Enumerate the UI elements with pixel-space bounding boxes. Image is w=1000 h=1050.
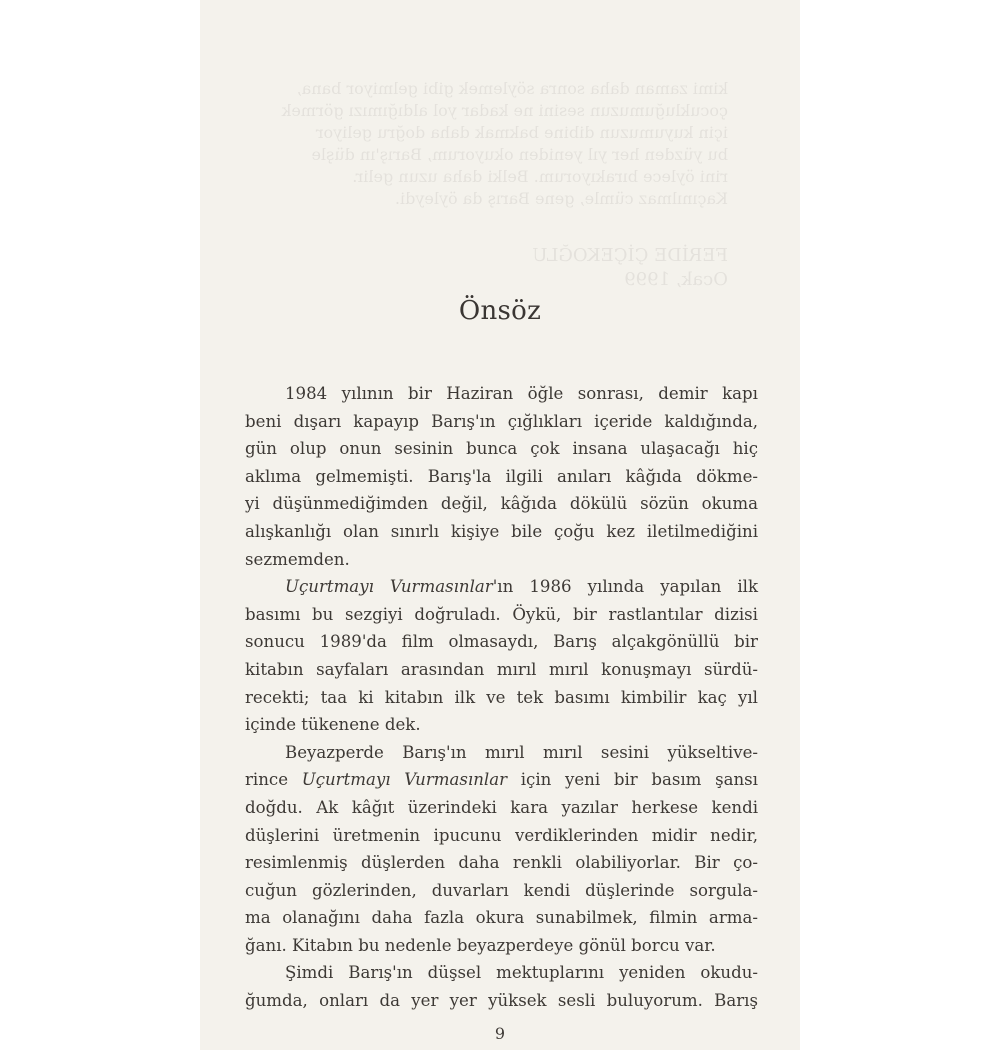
text-run: sezmemden. [245, 549, 350, 569]
text-run: 'ın 1986 yılında yapılan ilk [492, 577, 758, 597]
show-through-line: için kuyumuzun dibine bakmak daha doğru geliyor [315, 123, 728, 142]
text-run: için yeni bir basım şansı [507, 770, 758, 790]
text-run: Şimdi Barış'ın düşsel mektuplarını yeniden okudu- [285, 963, 758, 983]
text-run: beni dışarı kapayıp Barış'ın çığlıkları içeride kaldığında, [245, 411, 758, 431]
text-line [245, 490, 758, 518]
text-line [245, 518, 758, 546]
page-number: 9 [494, 1024, 506, 1043]
text-line [245, 711, 758, 739]
text-run: basımı bu sezgiyi doğruladı. Öykü, bir rastlantılar dizisi [245, 604, 758, 624]
text-run: sonucu 1989'da film olmasaydı, Barış alçakgönüllü bir [245, 632, 758, 652]
text-run: ğanı. Kitabın bu nedenle beyazperdeye gönül borcu var. [245, 935, 716, 955]
text-line [245, 463, 758, 491]
text-line [245, 932, 758, 960]
show-through-line: Kaçınılmaz cümle, gene Barış da öyleydi. [394, 189, 728, 208]
text-line [245, 739, 758, 767]
text-line [245, 684, 758, 712]
show-through-line: bu yüzden her yıl yeniden okuyorum, Barış'ın düşle [311, 145, 728, 164]
book-title-italic: Uçurtmayı Vurmasınlar [285, 577, 493, 597]
text-line [245, 959, 758, 987]
reverse-page-show-through [238, 78, 728, 292]
text-line [245, 794, 758, 822]
text-run: ğumda, onları da yer yer yüksek sesli buluyorum. Barış [245, 991, 758, 1011]
text-run: kitabın sayfaları arasından mırıl mırıl konuşmayı sürdü- [245, 659, 758, 679]
text-run: alışkanlığı olan sınırlı kişiye bile çoğu kez iletilmediğini [245, 521, 758, 541]
text-line [245, 408, 758, 436]
text-line [245, 601, 758, 629]
text-line [245, 656, 758, 684]
show-through-line: rini öylece bırakıyorum. Belki daha uzun gelir. [352, 167, 728, 186]
show-through-line: kimi zaman daha sonra söylemek gibi gelmiyor bana, [296, 79, 728, 98]
text-line [245, 766, 758, 794]
text-run: recekti; taa ki kitabın ilk ve tek basımı kimbilir kaç yıl [245, 687, 758, 707]
text-line [245, 435, 758, 463]
text-run: ma olanağını daha fazla okura sunabilmek, filmin arma- [245, 908, 758, 928]
text-run: 1984 yılının bir Haziran öğle sonrası, demir kapı [285, 384, 758, 403]
text-run: içinde tükenene dek. [245, 715, 421, 735]
body-text [245, 380, 758, 1015]
text-line [245, 628, 758, 656]
book-page [200, 0, 800, 1050]
text-line [245, 546, 758, 574]
text-line [245, 877, 758, 905]
book-title-italic: Uçurtmayı Vurmasınlar [301, 770, 508, 790]
show-through-line: çocukluğumuzun sesini ne kadar yol aldığımızı görmek [281, 101, 728, 120]
show-through-signature-date: Ocak, 1999 [624, 269, 728, 290]
text-line [245, 822, 758, 850]
text-run: doğdu. Ak kâğıt üzerindeki kara yazılar herkese kendi [245, 797, 758, 817]
text-run: düşlerini üretmenin ipucunu verdiklerinden midir nedir, [245, 825, 758, 845]
text-line [245, 849, 758, 877]
text-line [245, 987, 758, 1015]
text-line [245, 380, 758, 408]
text-line [245, 573, 758, 601]
text-run: yi düşünmediğimden değil, kâğıda dökülü sözün okuma [245, 494, 758, 514]
text-run: aklıma gelmemişti. Barış'la ilgili anıları kâğıda dökme- [245, 466, 758, 486]
text-run: rince [245, 770, 302, 790]
text-run: gün olup onun sesinin bunca çok insana ulaşacağı hiç [245, 439, 758, 459]
text-line [245, 904, 758, 932]
page-title: Önsöz [458, 296, 542, 326]
text-run: Beyazperde Barış'ın mırıl mırıl sesini yükseltive- [285, 742, 758, 762]
show-through-signature-name: FERİDE ÇİÇEKOĞLU [532, 245, 728, 266]
text-run: cuğun gözlerinden, duvarları kendi düşlerinde sorgula- [245, 880, 758, 900]
text-run: resimlenmiş düşlerden daha renkli olabiliyorlar. Bir ço- [245, 853, 758, 873]
